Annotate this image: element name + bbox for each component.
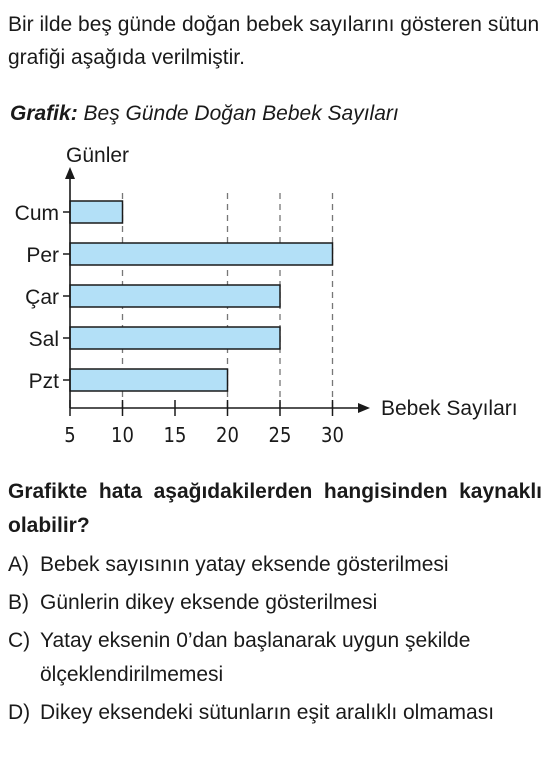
option-a[interactable] (8, 548, 544, 582)
chart-title (10, 102, 399, 126)
option-b-key: B) (8, 591, 29, 614)
category-label-4: Pzt (28, 370, 59, 393)
bar-0 (70, 201, 123, 223)
option-c-text: Yatay eksenin 0’dan başlanarak uygun şekilde ölçeklendirilmemesi (40, 629, 471, 686)
option-a-key: A) (8, 553, 29, 576)
chart-title-rest: Beş Günde Doğan Bebek Sayıları (77, 102, 399, 125)
option-d-key: D) (8, 701, 31, 724)
x-tick-label-25: 25 (268, 423, 292, 447)
chart-title-prefix: Grafik: (10, 102, 78, 125)
bar-chart (0, 135, 550, 455)
x-tick-label-30: 30 (321, 423, 344, 447)
x-axis-label: Bebek Sayıları (381, 397, 518, 420)
y-axis-label: Günler (66, 144, 130, 167)
option-c[interactable] (8, 624, 544, 692)
bar-1 (70, 243, 333, 265)
option-c-key: C) (8, 629, 31, 652)
x-axis-arrow (358, 403, 370, 413)
category-label-0: Cum (14, 202, 59, 225)
option-a-text: Bebek sayısının yatay eksende gösterilmesi (40, 553, 449, 576)
intro-text: Bir ilde beş günde doğan bebek sayılarını gösteren sütun grafiği aşağıda verilmiştir. (8, 13, 540, 69)
question-text: Grafikte hata aşağıdakilerden hangisinden kaynaklı olabilir? (8, 480, 542, 537)
option-d[interactable] (8, 696, 544, 730)
category-label-2: Çar (25, 286, 59, 309)
option-b-text: Günlerin dikey eksende gösterilmesi (40, 591, 378, 614)
x-tick-label-20: 20 (216, 423, 239, 447)
x-tick-label-10: 10 (111, 423, 134, 447)
bar-4 (70, 369, 228, 391)
x-tick-label-5: 5 (64, 423, 76, 447)
option-d-text: Dikey eksendeki sütunların eşit aralıklı olmaması (40, 701, 495, 724)
category-label-1: Per (26, 244, 59, 267)
bar-2 (70, 285, 280, 307)
bar-3 (70, 327, 280, 349)
y-axis-arrow (65, 167, 75, 179)
option-b[interactable] (8, 586, 544, 620)
category-label-3: Sal (28, 328, 59, 351)
answer-options (8, 548, 544, 734)
x-tick-label-15: 15 (163, 423, 187, 447)
